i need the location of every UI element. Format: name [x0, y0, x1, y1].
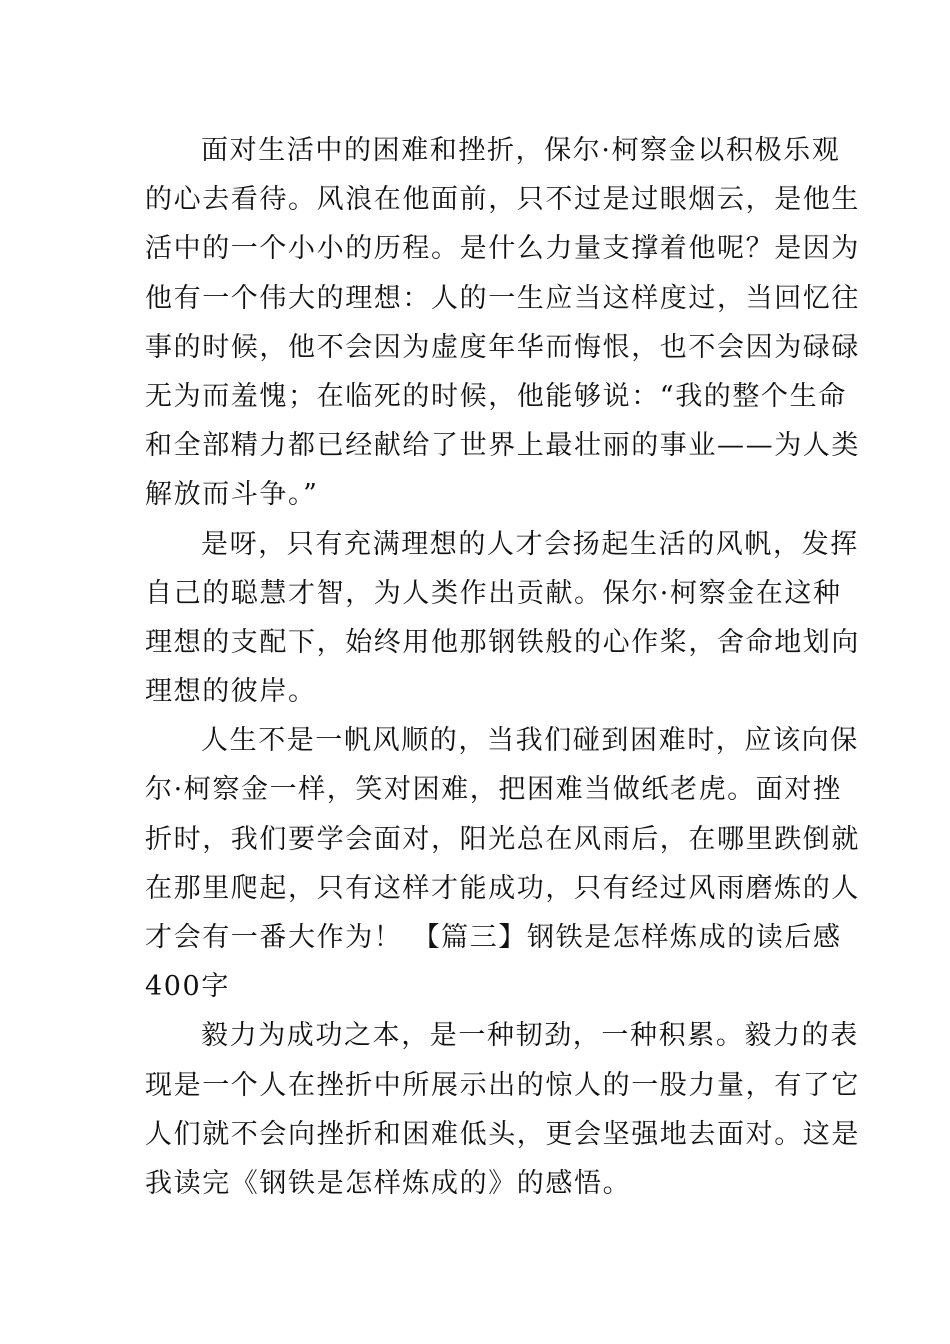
paragraph-2-line-2: 自己的聪慧才智，为人类作出贡献。保尔·柯察金在这种: [145, 577, 842, 609]
paragraph-2-line-3: 理想的支配下，始终用他那钢铁般的心作桨，舍命地划向: [145, 626, 860, 658]
paragraph-1-line-7: 和全部精力都已经献给了世界上最壮丽的事业——为人类: [145, 430, 860, 462]
paragraph-4-line-4: 我读完《钢铁是怎样炼成的》的感悟。: [145, 1167, 632, 1199]
paragraph-1-line-6: 无为而羞愧；在临死的时候，他能够说：“我的整个生命: [145, 380, 847, 412]
paragraph-3-line-5: 才会有一番大作为！ 【篇三】钢铁是怎样炼成的读后感: [145, 922, 842, 953]
paragraph-2-line-1: 是呀，只有充满理想的人才会扬起生活的风帆，发挥: [201, 528, 859, 560]
paragraph-1-line-3: 活中的一个小小的历程。是什么力量支撑着他呢？是因为: [145, 233, 860, 265]
paragraph-4-line-2: 现是一个人在挫折中所展示出的惊人的一股力量，有了它: [145, 1069, 860, 1101]
paragraph-3-line-2: 尔·柯察金一样，笑对困难，把困难当做纸老虎。面对挫: [145, 774, 842, 806]
paragraph-4-line-1: 毅力为成功之本，是一种韧劲，一种积累。毅力的表: [201, 1020, 859, 1052]
paragraph-1-line-8: 解放而斗争。”: [145, 479, 319, 511]
paragraph-1-line-2: 的心去看待。风浪在他面前，只不过是过眼烟云，是他生: [145, 184, 860, 216]
paragraph-2-line-4: 理想的彼岸。: [145, 676, 317, 708]
paragraph-1-line-4: 他有一个伟大的理想：人的一生应当这样度过，当回忆往: [145, 282, 860, 314]
document-body: [145, 126, 860, 1208]
paragraph-3-line-4: 在那里爬起，只有这样才能成功，只有经过风雨磨炼的人: [145, 872, 860, 904]
paragraph-4-line-3: 人们就不会向挫折和困难低头，更会坚强地去面对。这是: [145, 1118, 860, 1150]
paragraph-1-line-1: 面对生活中的困难和挫折，保尔·柯察金以积极乐观: [201, 135, 841, 166]
paragraph-1-line-5: 事的时候，他不会因为虚度年华而悔恨，也不会因为碌碌: [145, 331, 860, 363]
paragraph-3-line-6: 400字: [145, 971, 230, 1003]
paragraph-3-line-3: 折时，我们要学会面对，阳光总在风雨后，在哪里跌倒就: [145, 823, 860, 855]
paragraph-3-line-1: 人生不是一帆风顺的，当我们碰到困难时，应该向保: [201, 725, 859, 757]
